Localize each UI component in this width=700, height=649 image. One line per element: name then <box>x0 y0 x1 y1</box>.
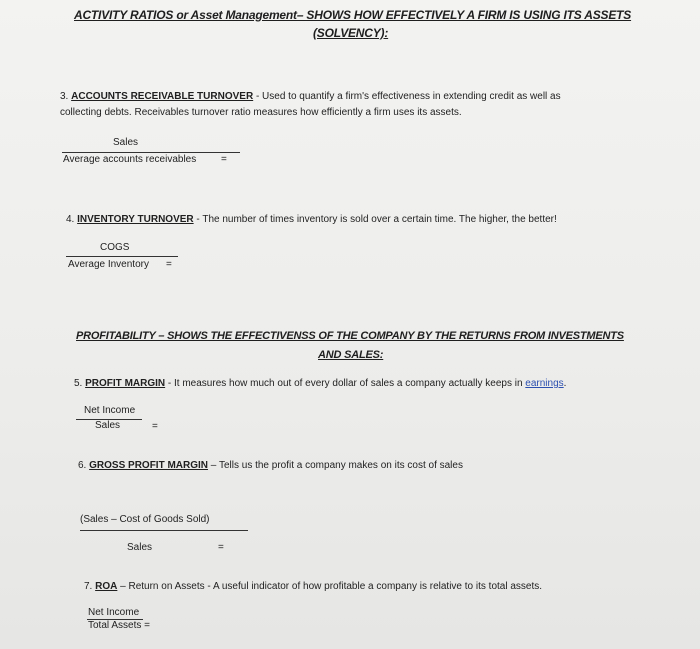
ar-turnover-formula <box>60 137 250 171</box>
activity-heading-line2: (SOLVENCY): <box>313 26 389 40</box>
gross-profit-margin-number: 6. <box>78 460 87 471</box>
inventory-turnover-name: INVENTORY TURNOVER <box>77 214 194 225</box>
inventory-turnover-equals: = <box>166 259 172 270</box>
activity-heading-line1: ACTIVITY RATIOS or Asset Management– SHOWS HOW EFFECTIVELY A FIRM IS USING ITS ASSETS <box>74 8 632 22</box>
profit-margin-numerator: Net Income <box>84 405 136 416</box>
inventory-turnover-number: 4. <box>66 214 75 225</box>
roa-number: 7. <box>84 581 93 592</box>
ar-turnover-equals: = <box>221 154 227 165</box>
profit-margin-equals: = <box>152 421 158 432</box>
profitability-heading-line2: AND SALES: <box>318 349 384 361</box>
inventory-turnover-formula <box>66 242 196 276</box>
gross-profit-margin-denominator: Sales <box>127 542 153 553</box>
gross-profit-margin-name: GROSS PROFIT MARGIN <box>89 460 209 471</box>
inventory-turnover-denominator: Average Inventory <box>68 259 149 270</box>
gross-profit-margin-description: – Tells us the profit a company makes on its cost of sales <box>208 460 463 471</box>
gross-profit-margin-paragraph <box>78 458 678 474</box>
profit-margin-name: PROFIT MARGIN <box>85 378 166 389</box>
roa-name: ROA <box>95 581 118 592</box>
inventory-turnover-description: - The number of times inventory is sold over a certain time. The higher, the better! <box>193 214 557 225</box>
profit-margin-formula <box>76 405 176 439</box>
fraction-bar <box>80 530 248 531</box>
gross-profit-margin-equals: = <box>218 542 224 553</box>
profitability-heading-line1: PROFITABILITY – SHOWS THE EFFECTIVENSS OF THE COMPANY BY THE RETURNS FROM INVESTMENTS <box>76 330 624 342</box>
roa-description: – Return on Assets - A useful indicator of how profitable a company is relative to its total assets. <box>117 581 543 592</box>
ar-turnover-description-2: collecting debts. Receivables turnover ratio measures how efficiently a firm uses its assets. <box>60 107 462 118</box>
roa-paragraph <box>84 579 684 595</box>
profit-margin-paragraph <box>74 376 684 392</box>
roa-formula <box>87 607 187 637</box>
profit-margin-denominator: Sales <box>95 420 121 431</box>
fraction-bar <box>62 152 240 153</box>
gross-profit-margin-formula <box>80 514 260 554</box>
ar-turnover-name: ACCOUNTS RECEIVABLE TURNOVER <box>71 91 254 102</box>
profit-margin-description: - It measures how much out of every dollar of sales a company actually keeps in <box>165 378 526 389</box>
inventory-turnover-numerator: COGS <box>100 242 130 253</box>
roa-denominator: Total Assets = <box>88 620 150 631</box>
ar-turnover-description-1: - Used to quantify a firm's effectiveness in extending credit as well as <box>253 91 561 102</box>
ar-turnover-number: 3. <box>60 91 69 102</box>
inventory-turnover-paragraph <box>66 212 666 228</box>
fraction-bar <box>66 256 178 257</box>
profit-margin-number: 5. <box>74 378 83 389</box>
gross-profit-margin-numerator: (Sales – Cost of Goods Sold) <box>80 514 210 525</box>
ar-turnover-paragraph <box>60 89 660 121</box>
roa-numerator: Net Income <box>88 607 140 618</box>
ar-turnover-numerator: Sales <box>113 137 139 148</box>
earnings-link[interactable]: earnings <box>525 378 564 389</box>
ar-turnover-denominator: Average accounts receivables <box>63 154 197 165</box>
profit-margin-tail: . <box>563 378 567 389</box>
